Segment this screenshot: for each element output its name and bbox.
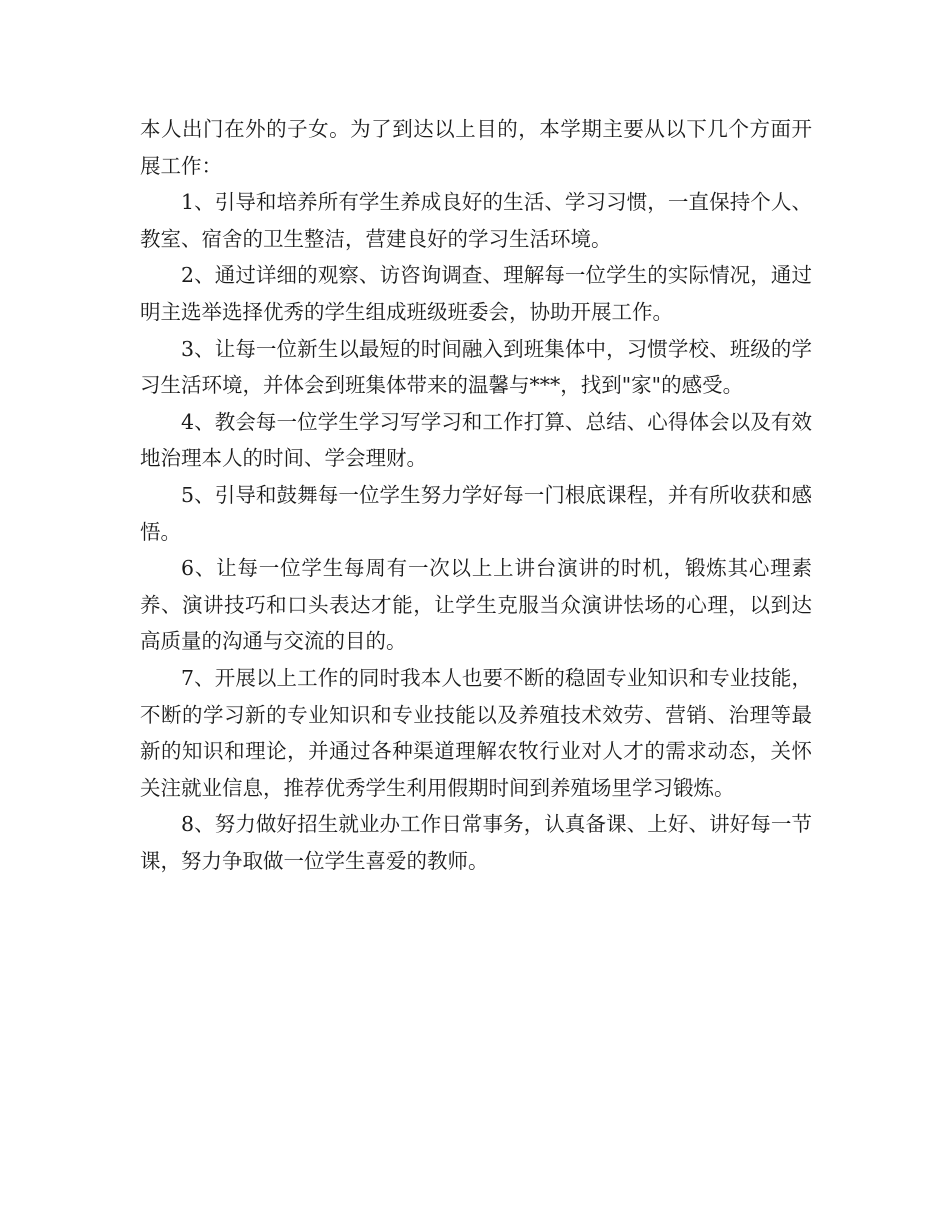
paragraph-item-6: 6、让每一位学生每周有一次以上上讲台演讲的时机，锻炼其心理素养、演讲技巧和口头表达才能，让学生克服当众演讲怯场的心理，以到达高质量的沟通与交流的目的。 (140, 556, 812, 654)
paragraph-item-1: 1、引导和培养所有学生养成良好的生活、学习习惯，一直保持个人、教室、宿舍的卫生整洁，营建良好的学习生活环境。 (140, 190, 812, 251)
document-body (140, 111, 812, 879)
paragraph-item-7: 7、开展以上工作的同时我本人也要不断的稳固专业知识和专业技能，不断的学习新的专业知识和专业技能以及养殖技术效劳、营销、治理等最新的知识和理论，并通过各种渠道理解农牧行业对人才的需求动态，关怀关注就业信息，推荐优秀学生利用假期时间到养殖场里学习锻炼。 (140, 665, 812, 800)
paragraph-continuation: 本人出门在外的子女。为了到达以上目的，本学期主要从以下几个方面开展工作： (140, 117, 812, 178)
paragraph-item-4: 4、教会每一位学生学习写学习和工作打算、总结、心得体会以及有效地治理本人的时间、学会理财。 (140, 409, 812, 471)
paragraph-item-3: 3、让每一位新生以最短的时间融入到班集体中，习惯学校、班级的学习生活环境，并体会到班集体带来的温馨与***，找到"家"的感受。 (140, 336, 812, 398)
paragraph-item-8: 8、努力做好招生就业办工作日常事务，认真备课、上好、讲好每一节课，努力争取做一位学生喜爱的教师。 (140, 812, 812, 873)
paragraph-item-5: 5、引导和鼓舞每一位学生努力学好每一门根底课程，并有所收获和感悟。 (140, 482, 812, 544)
paragraph-item-2: 2、通过详细的观察、访咨询调查、理解每一位学生的实际情况，通过明主选举选择优秀的学生组成班级班委会，协助开展工作。 (140, 263, 812, 324)
